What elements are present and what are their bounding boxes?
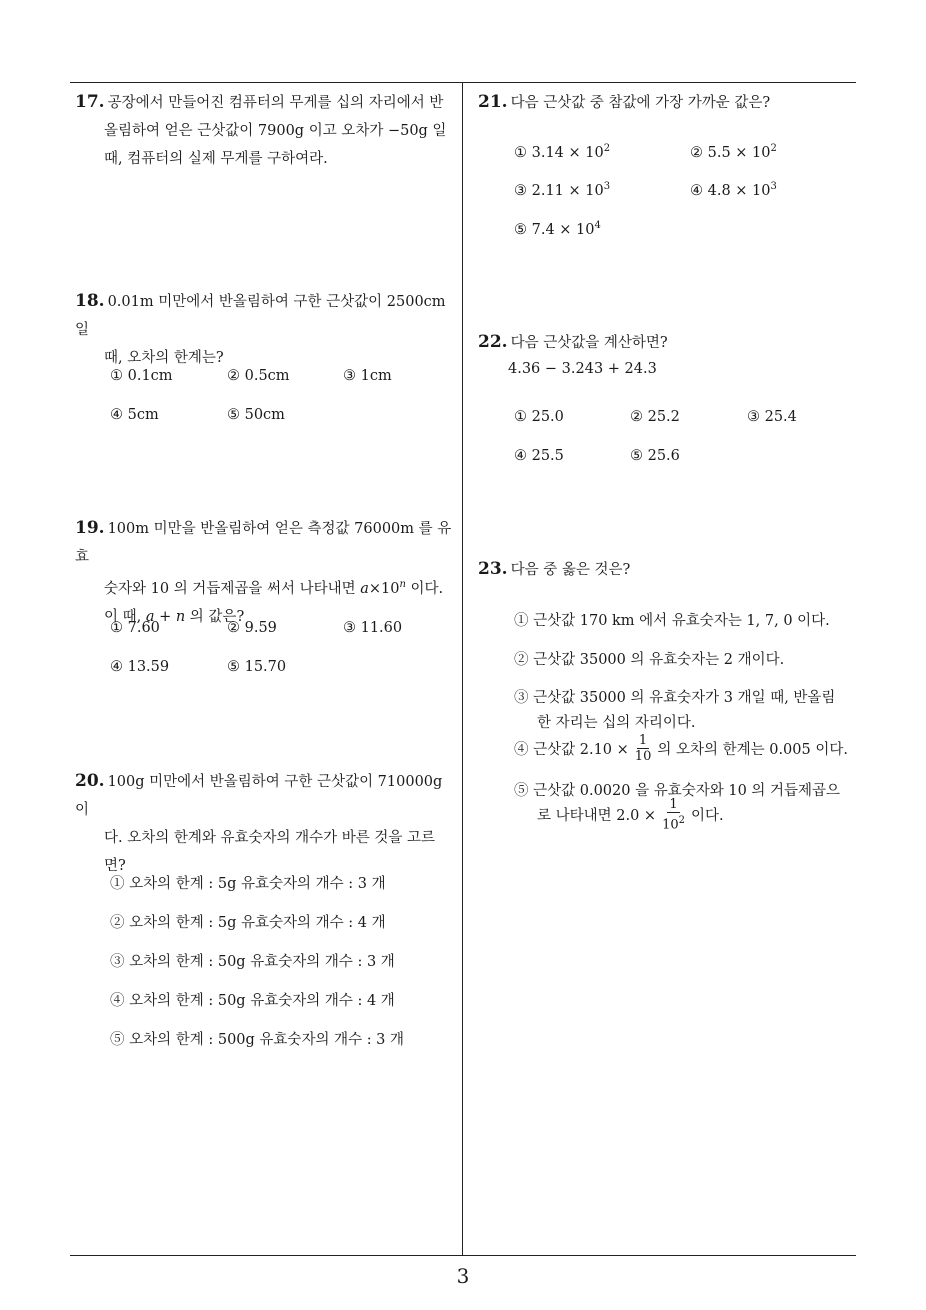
choice-3[interactable]: ③ 근삿값 35000 의 유효숫자가 3 개일 때, 반올림 (514, 690, 836, 706)
choice-4[interactable] (514, 733, 848, 764)
choice-2[interactable]: ② 오차의 한계 : 5g 유효숫자의 개수 : 4 개 (110, 915, 386, 931)
choice-4[interactable]: ④ 25.5 (514, 448, 564, 464)
question-line: 100m 미만을 반올림하여 얻은 측정값 76000m 를 유효 (75, 521, 452, 565)
choice-4[interactable]: ④ 5cm (110, 407, 159, 423)
choice-5[interactable]: ⑤ 오차의 한계 : 500g 유효숫자의 개수 : 3 개 (110, 1032, 405, 1048)
question-line: 다음 중 옳은 것은? (510, 562, 631, 578)
choice-5[interactable] (514, 220, 601, 238)
choice-5[interactable]: ⑤ 50cm (227, 407, 285, 423)
denominator (660, 813, 687, 832)
expression: a + n (145, 608, 186, 625)
page-number: 3 (456, 1264, 470, 1288)
question-number: 17. (75, 92, 105, 112)
choice-4[interactable]: ④ 오차의 한계 : 50g 유효숫자의 개수 : 4 개 (110, 993, 395, 1009)
question-number: 21. (478, 92, 508, 112)
question-line: 100g 미만에서 반올림하여 구한 근삿값이 710000g 이 (75, 774, 443, 818)
column-divider (462, 82, 463, 1255)
choice-2[interactable] (690, 143, 777, 161)
choice-1[interactable]: ① 0.1cm (110, 368, 173, 384)
choice-mark: ④ (690, 182, 703, 199)
question-18 (75, 287, 460, 372)
question-17 (75, 88, 460, 173)
question-number: 22. (478, 332, 508, 352)
question-20 (75, 767, 460, 880)
denominator-exponent: 2 (678, 815, 685, 826)
q22-expression: 4.36 − 3.243 + 24.3 (508, 361, 657, 377)
text-fragment: ×10 (368, 580, 400, 597)
choice-4[interactable] (690, 181, 777, 199)
text-fragment: 이 때, (104, 608, 142, 625)
choice-exponent: 2 (603, 143, 611, 154)
text-fragment: 이다. (691, 808, 724, 825)
choice-3[interactable]: ③ 오차의 한계 : 50g 유효숫자의 개수 : 3 개 (110, 954, 395, 970)
choice-2[interactable]: ② 근삿값 35000 의 유효숫자는 2 개이다. (514, 652, 785, 668)
question-number: 23. (478, 559, 508, 579)
question-line: 올림하여 얻은 근삿값이 7900g 이고 오차가 −50g 일 (104, 123, 447, 139)
question-line: 때, 오차의 한계는? (104, 350, 224, 366)
variable-n: n (399, 579, 406, 590)
denominator-base: 10 (662, 817, 679, 833)
question-21 (478, 88, 853, 117)
choice-base: 7.4 × 10 (531, 221, 595, 238)
choice-1[interactable]: ① 25.0 (514, 409, 564, 425)
text-fragment: 숫자와 10 의 거듭제곱을 써서 나타내면 (104, 580, 356, 597)
bottom-rule (70, 1255, 856, 1256)
choice-5-continuation (537, 797, 724, 832)
fraction (660, 797, 687, 832)
choice-4[interactable]: ④ 13.59 (110, 659, 170, 675)
question-line: 때, 컴퓨터의 실제 무게를 구하여라. (104, 151, 328, 167)
choice-3[interactable]: ③ 11.60 (343, 620, 403, 636)
question-line: 공장에서 만들어진 컴퓨터의 무게를 십의 자리에서 반 (107, 95, 444, 111)
choice-1[interactable] (514, 143, 610, 161)
choice-5[interactable]: ⑤ 15.70 (227, 659, 287, 675)
text-fragment: ④ 근삿값 2.10 × (514, 742, 629, 758)
fraction (633, 733, 654, 764)
choice-exponent: 3 (603, 181, 611, 192)
question-23 (478, 555, 853, 584)
question-line: 다음 근삿값 중 참값에 가장 가까운 값은? (510, 95, 771, 111)
choice-base: 4.8 × 10 (707, 182, 771, 199)
numerator: 1 (638, 733, 648, 748)
choice-base: 2.11 × 10 (531, 182, 604, 199)
question-number: 18. (75, 291, 105, 311)
question-line: 다. 오차의 한계와 유효숫자의 개수가 바른 것을 고르 (104, 830, 436, 846)
choice-1[interactable]: ① 근삿값 170 km 에서 유효숫자는 1, 7, 0 이다. (514, 613, 830, 629)
choice-2[interactable]: ② 25.2 (630, 409, 680, 425)
choice-3[interactable]: ③ 1cm (343, 368, 392, 384)
question-number: 19. (75, 518, 105, 538)
choice-base: 3.14 × 10 (531, 144, 604, 161)
question-line: 다음 근삿값을 계산하면? (510, 335, 668, 351)
text-fragment: 이다. (405, 580, 444, 597)
question-19 (75, 514, 460, 631)
choice-mark: ① (514, 144, 527, 161)
choice-3-continuation: 한 자리는 십의 자리이다. (537, 715, 696, 731)
question-22 (478, 328, 853, 357)
text-fragment: 의 값은? (185, 608, 245, 625)
choice-mark: ⑤ (514, 221, 527, 238)
choice-base: 5.5 × 10 (707, 144, 771, 161)
choice-2[interactable]: ② 0.5cm (227, 368, 290, 384)
top-rule (70, 82, 856, 83)
question-number: 20. (75, 771, 105, 791)
question-line: 면? (104, 858, 126, 874)
question-line (75, 571, 460, 603)
choice-1[interactable]: ① 7.60 (110, 620, 160, 636)
numerator: 1 (669, 797, 678, 812)
choice-5[interactable]: ⑤ 근삿값 0.0020 을 유효숫자와 10 의 거듭제곱으 (514, 783, 841, 799)
choice-mark: ③ (514, 182, 527, 199)
text-fragment: 의 오차의 한계는 0.005 이다. (657, 742, 848, 758)
choice-exponent: 2 (770, 143, 777, 154)
text-fragment: 로 나타내면 2.0 × (537, 808, 657, 825)
choice-1[interactable]: ① 오차의 한계 : 5g 유효숫자의 개수 : 3 개 (110, 876, 386, 892)
variable-a: a (360, 580, 369, 597)
choice-2[interactable]: ② 9.59 (227, 620, 277, 636)
choice-exponent: 3 (770, 181, 777, 192)
question-line: 0.01m 미만에서 반올림하여 구한 근삿값이 2500cm 일 (75, 294, 446, 338)
choice-5[interactable]: ⑤ 25.6 (630, 448, 680, 464)
choice-mark: ② (690, 144, 703, 161)
choice-exponent: 4 (594, 220, 601, 231)
denominator: 10 (634, 749, 652, 764)
choice-3[interactable] (514, 181, 610, 199)
choice-3[interactable]: ③ 25.4 (747, 409, 797, 425)
